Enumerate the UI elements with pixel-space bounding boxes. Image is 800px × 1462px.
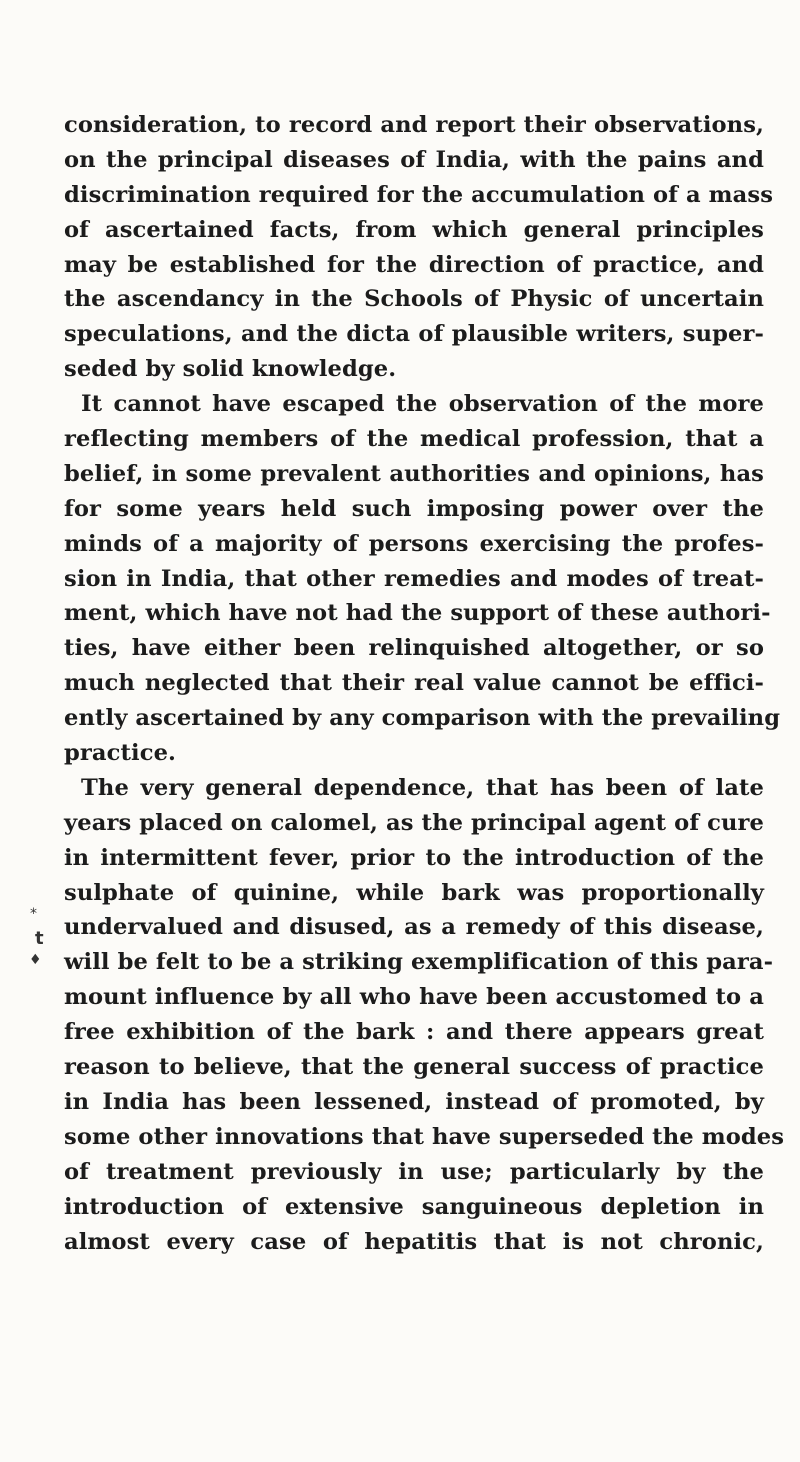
text-line: reason to believe, that the general success of practice [64,1054,764,1081]
text-line: reflecting members of the medical profession, that a [64,426,764,453]
text-line: for some years held such imposing power over the [64,495,764,522]
text-line: in India has been lessened, instead of promoted, by [64,1088,764,1115]
text-line: introduction of extensive sanguineous depletion in [64,1193,764,1220]
text-line: seded by solid knowledge. [64,356,397,383]
text-line: will be felt to be a striking exemplification of this para- [64,949,774,976]
text-line: almost every case of hepatitis that is not chronic, [64,1228,764,1255]
text-line: discrimination required for the accumulation of a mass [64,181,774,208]
text-line: ment, which have not had the support of these authori- [64,600,771,627]
text-line: speculations, and the dicta of plausible writers, super- [64,321,764,348]
text-line: some other innovations that have superseded the modes [64,1123,785,1150]
text-line: The very general dependence, that has been of late [81,774,764,801]
text-line: of treatment previously in use; particularly by the [64,1158,764,1185]
text-line: years placed on calomel, as the principal agent of cure [64,809,764,836]
text-line: belief, in some prevalent authorities and opinions, has [64,460,764,487]
text-line: free exhibition of the bark : and there appears great [64,1019,764,1046]
text-line: consideration, to record and report their observations, [64,112,764,138]
text-line: the ascendancy in the Schools of Physic of uncertain [64,286,764,313]
margin-mark: * [30,906,37,922]
text-line: It cannot have escaped the observation of the more [81,391,764,418]
text-line: sion in India, that other remedies and modes of treat- [64,565,764,592]
margin-mark: t [35,928,44,949]
text-line: practice. [64,740,177,767]
text-line: much neglected that their real value cannot be effici- [64,670,764,697]
text-line: ties, have either been relinquished altogether, or so [64,635,764,662]
text-line: mount influence by all who have been accustomed to a [64,984,764,1011]
margin-mark: ♦ [29,952,42,968]
text-line: ently ascertained by any comparison with the prevailing [64,705,781,732]
text-line: undervalued and disused, as a remedy of this disease, [64,914,764,941]
text-line: of ascertained facts, from which general principles [64,216,764,243]
text-line: on the principal diseases of India, with the pains and [64,146,764,173]
text-line: in intermittent fever, prior to the introduction of the [64,844,764,871]
text-line: may be established for the direction of practice, and [64,251,764,278]
body-text [64,108,785,1259]
text-line: minds of a majority of persons exercising the profes- [64,530,764,557]
text-line: sulphate of quinine, while bark was proportionally [64,879,764,906]
